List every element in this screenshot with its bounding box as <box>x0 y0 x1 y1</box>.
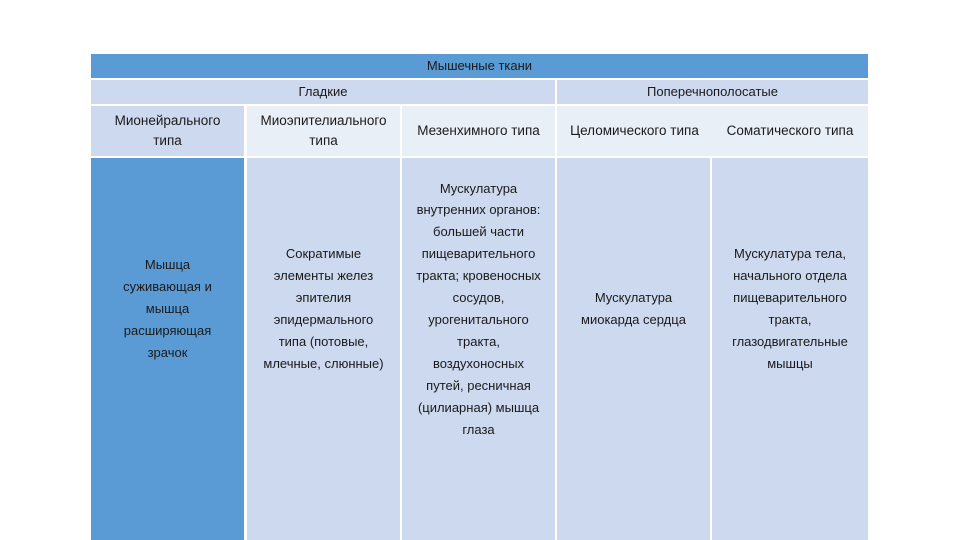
cell-text: Мышца суживающая и мышца расширяющая зрачок <box>123 257 212 360</box>
group-header-smooth: Гладкие <box>91 80 555 104</box>
cell-text: Мускулатура внутренних органов: большей части пищеварительного тракта; кровеносных сосудов, урогенитального тракта, воздухоносных путей, ресничная (цилиарная) мышца глаза <box>416 180 541 437</box>
cell-text: Мускулатура тела, начального отдела пищеварительного тракта, глазодвигательные мышцы <box>732 246 848 371</box>
cell-text: Сократимые элементы желез эпителия эпидермального типа (потовые, млечные, слюнные) <box>263 246 384 371</box>
group-header-striated: Поперечнополосатые <box>557 80 868 104</box>
table-title: Мышечные ткани <box>91 54 868 78</box>
cell-text: Мускулатура миокарда сердца <box>581 290 686 327</box>
table-cell-myoepithelial <box>247 158 400 540</box>
muscle-tissue-table <box>91 54 868 540</box>
table-cell-somatic <box>712 158 868 540</box>
table-cell-myoneural <box>91 158 244 540</box>
column-header-myoneural: Мионейрального типа <box>91 106 244 156</box>
table-cell-coelomic <box>557 158 710 540</box>
column-header-mesenchymal: Мезенхимного типа <box>402 106 555 156</box>
column-header-somatic: Соматического типа <box>712 106 868 156</box>
column-header-myoepithelial: Миоэпителиального типа <box>247 106 400 156</box>
column-header-coelomic: Целомического типа <box>557 106 712 156</box>
table-cell-mesenchymal <box>402 158 555 540</box>
